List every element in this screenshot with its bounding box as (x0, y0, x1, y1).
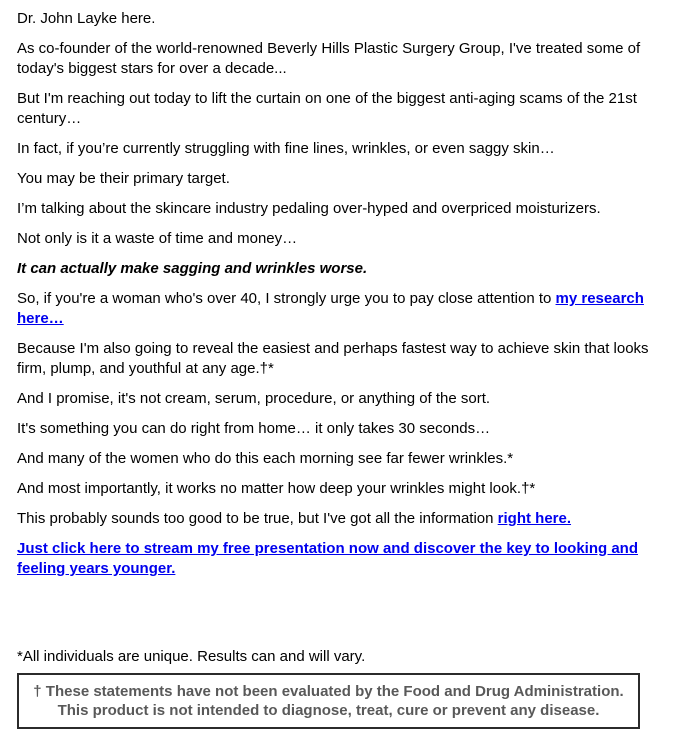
credentials-paragraph (17, 39, 658, 79)
warning-emphasis-paragraph (17, 259, 658, 279)
paragraph-text: Dr. John Layke here. (17, 10, 156, 27)
information-paragraph (17, 509, 658, 529)
paragraph-text: Not only is it a waste of time and money… (17, 230, 298, 247)
fda-disclaimer-line-2: This product is not intended to diagnose, treat, cure or prevent any disease. (57, 702, 600, 719)
stream-presentation-link[interactable]: Just click here to stream my free presentation now and discover the key to looking and feeling years younger. (17, 540, 639, 577)
target-paragraph (17, 169, 658, 189)
paragraph-text: Because I'm also going to reveal the easiest and perhaps fastest way to achieve skin that looks firm, plump, and youthful at any age.†* (17, 340, 649, 377)
fda-disclaimer-box (17, 673, 640, 729)
works-paragraph (17, 479, 658, 499)
fewer-wrinkles-paragraph (17, 449, 658, 469)
paragraph-text: You may be their primary target. (17, 170, 230, 187)
paragraph-text: But I'm reaching out today to lift the curtain on one of the biggest anti-aging scams of the 21st century… (17, 90, 637, 127)
promise-paragraph (17, 389, 658, 409)
paragraph-text: So, if you're a woman who's over 40, I strongly urge you to pay close attention to (17, 290, 556, 307)
waste-paragraph (17, 229, 658, 249)
paragraph-text: And many of the women who do this each morning see far fewer wrinkles.* (17, 450, 514, 467)
paragraph-text: I’m talking about the skincare industry pedaling over-hyped and overpriced moisturizers. (17, 200, 601, 217)
paragraph-text: And most importantly, it works no matter how deep your wrinkles might look.†* (17, 480, 536, 497)
paragraph-text: This probably sounds too good to be true, but I've got all the information (17, 510, 498, 527)
reveal-paragraph (17, 339, 658, 379)
paragraph-text: In fact, if you’re currently struggling with fine lines, wrinkles, or even saggy skin… (17, 140, 555, 157)
struggling-paragraph (17, 139, 658, 159)
paragraph-text: It's something you can do right from home… it only takes 30 seconds… (17, 420, 491, 437)
paragraph-text: As co-founder of the world-renowned Beverly Hills Plastic Surgery Group, I've treated some of today's biggest stars for over a decade... (17, 40, 641, 77)
urge-paragraph (17, 289, 658, 329)
blank-spacer (17, 589, 658, 647)
right-here-link[interactable]: right here. (497, 510, 572, 527)
moisturizers-paragraph (17, 199, 658, 219)
home-paragraph (17, 419, 658, 439)
paragraph-text: And I promise, it's not cream, serum, procedure, or anything of the sort. (17, 390, 491, 407)
intro-paragraph (17, 9, 658, 29)
paragraph-text: It can actually make sagging and wrinkles worse. (17, 260, 368, 277)
scam-claim-paragraph (17, 89, 658, 129)
cta-paragraph (17, 539, 658, 579)
results-disclaimer: *All individuals are unique. Results can and will vary. (17, 648, 366, 665)
fda-disclaimer-line-1: † These statements have not been evaluated by the Food and Drug Administration. (33, 683, 624, 700)
my-research-link[interactable]: my research here… (17, 290, 644, 327)
